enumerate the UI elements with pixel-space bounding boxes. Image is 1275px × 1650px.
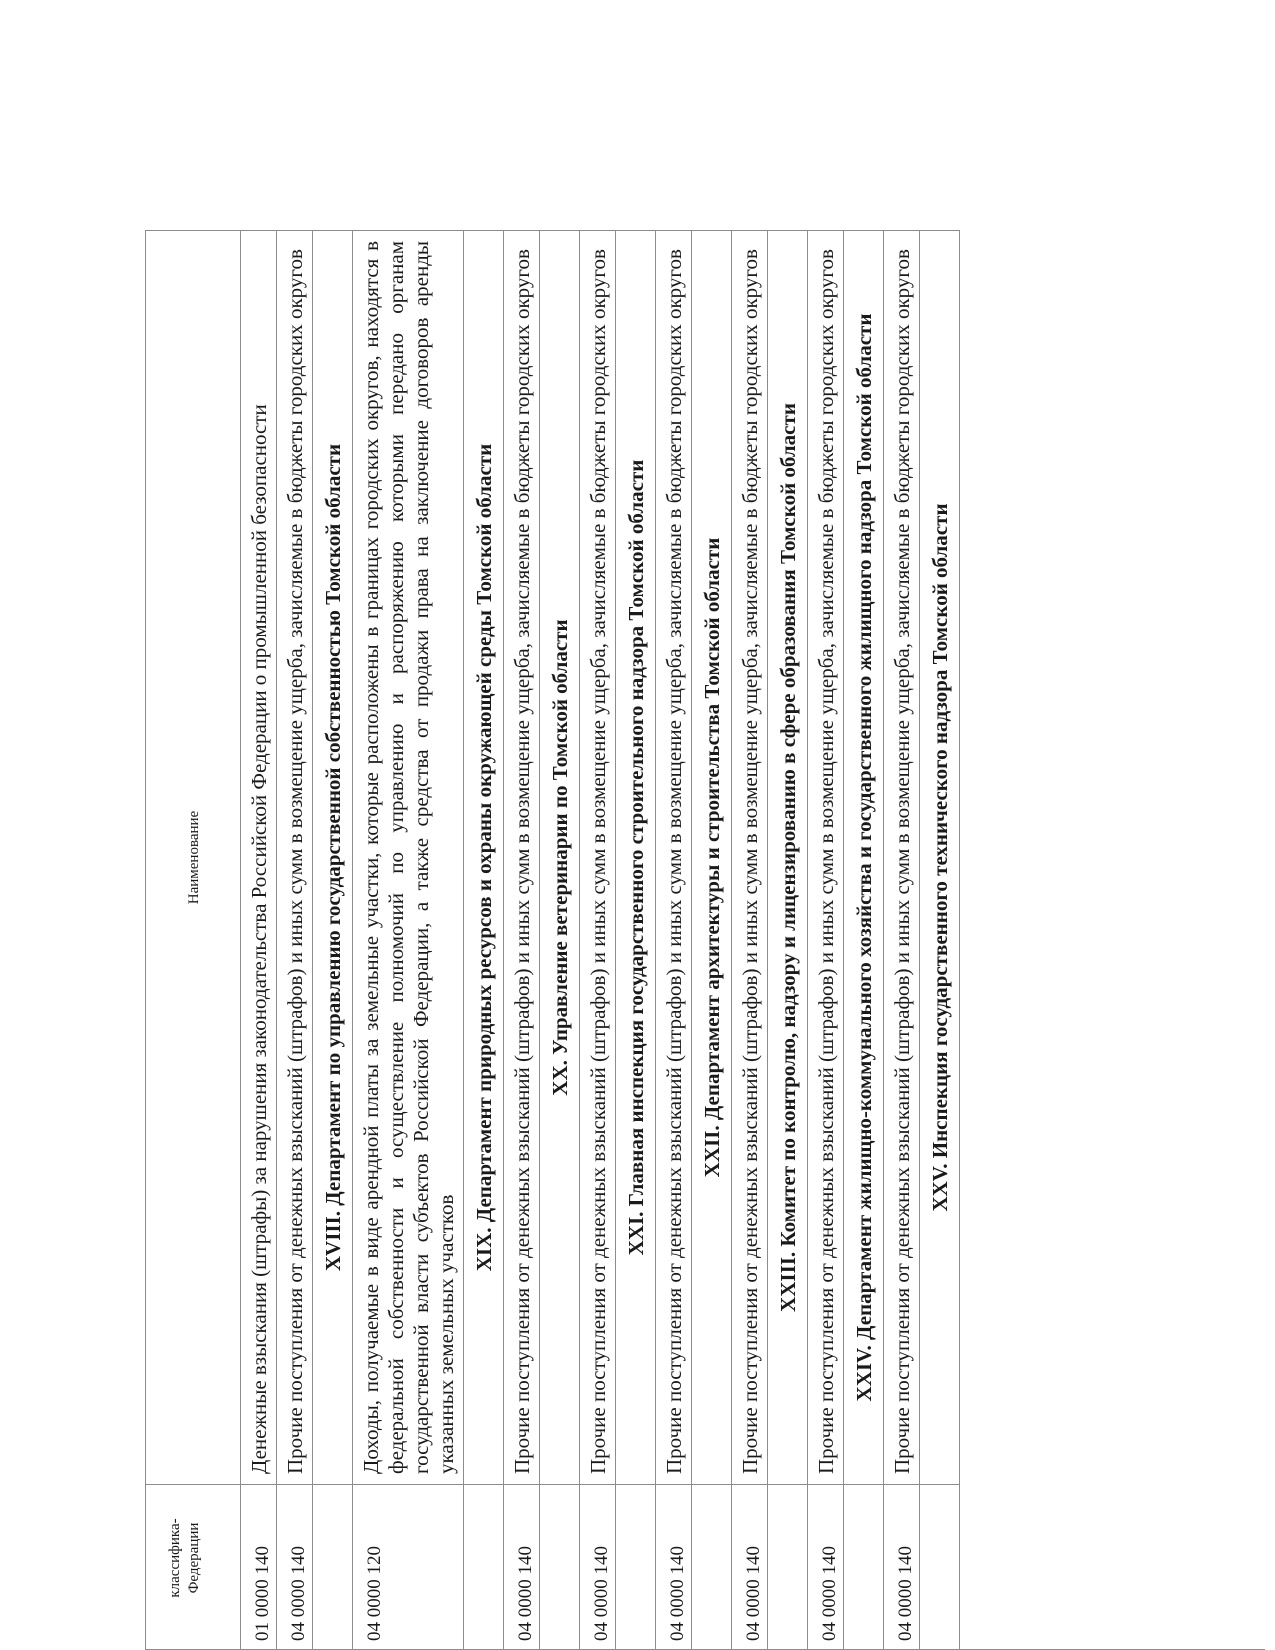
revenue-name: Прочие поступления от денежных взысканий (штрафов) и иных сумм в возмещение ущерба, зачисляемые в бюджеты городских округов [884, 230, 919, 1484]
header-code-column: классифика- Федерации [146, 1484, 240, 1649]
classification-code [313, 1484, 352, 1649]
section-heading-row [540, 230, 580, 1649]
classification-code: 04 0000 140 [732, 1484, 767, 1649]
classification-code [844, 1484, 883, 1649]
classification-code: 01 0000 140 [241, 1484, 276, 1649]
section-title: XXV. Инспекция государственного технического надзора Томской области [920, 230, 959, 1484]
revenue-name: Доходы, получаемые в виде арендной платы за земельные участки, которые расположены в границах городских округов, находятся в федеральной собственности и осуществление полномочий по управлению и распоряжению которыми передано органам государственной власти субъектов Российской Федерации, а также средства от продажи права на заключение договоров аренды указанных земельных участков [353, 230, 463, 1484]
revenue-name: Прочие поступления от денежных взысканий (штрафов) и иных сумм в возмещение ущерба, зачисляемые в бюджеты городских округов [656, 230, 691, 1484]
table-row [884, 230, 920, 1649]
table-header-row [146, 230, 241, 1649]
revenue-name: Денежные взыскания (штрафы) за нарушения законодательства Российской Федерации о промышленной безопасности [241, 230, 276, 1484]
classification-code: 04 0000 120 [353, 1484, 463, 1649]
table-body [241, 230, 960, 1649]
section-heading-row [920, 230, 960, 1649]
section-heading-row [692, 230, 732, 1649]
table-row [277, 230, 313, 1649]
classification-code [692, 1484, 731, 1649]
section-title: XX. Управление ветеринарии по Томской области [540, 230, 579, 1484]
classification-code: 04 0000 140 [504, 1484, 539, 1649]
classification-code: 04 0000 140 [656, 1484, 691, 1649]
table-row [656, 230, 692, 1649]
revenue-name: Прочие поступления от денежных взысканий (штрафов) и иных сумм в возмещение ущерба, зачисляемые в бюджеты городских округов [580, 230, 615, 1484]
classification-code: 04 0000 140 [277, 1484, 312, 1649]
section-title: XXIII. Комитет по контролю, надзору и лицензированию в сфере образования Томской области [768, 230, 807, 1484]
revenue-classification-table [145, 230, 1265, 1650]
section-title: XIX. Департамент природных ресурсов и охраны окружающей среды Томской области [464, 230, 503, 1484]
revenue-name: Прочие поступления от денежных взысканий (штрафов) и иных сумм в возмещение ущерба, зачисляемые в бюджеты городских округов [504, 230, 539, 1484]
section-heading-row [768, 230, 808, 1649]
classification-code [768, 1484, 807, 1649]
classification-code: 04 0000 140 [580, 1484, 615, 1649]
section-title: XXIV. Департамент жилищно-коммунального хозяйства и государственного жилищного надзора Томской области [844, 230, 883, 1484]
revenue-name: Прочие поступления от денежных взысканий (штрафов) и иных сумм в возмещение ущерба, зачисляемые в бюджеты городских округов [277, 230, 312, 1484]
classification-code: 04 0000 140 [884, 1484, 919, 1649]
classification-code [464, 1484, 503, 1649]
section-heading-row [464, 230, 504, 1649]
section-heading-row [844, 230, 884, 1649]
revenue-name: Прочие поступления от денежных взысканий (штрафов) и иных сумм в возмещение ущерба, зачисляемые в бюджеты городских округов [732, 230, 767, 1484]
table-row [504, 230, 540, 1649]
section-heading-row [616, 230, 656, 1649]
table-row [353, 230, 464, 1649]
classification-code [616, 1484, 655, 1649]
section-heading-row [313, 230, 353, 1649]
section-title: XXII. Департамент архитектуры и строительства Томской области [692, 230, 731, 1484]
classification-code [540, 1484, 579, 1649]
table-row [732, 230, 768, 1649]
classification-code [920, 1484, 959, 1649]
revenue-name: Прочие поступления от денежных взысканий (штрафов) и иных сумм в возмещение ущерба, зачисляемые в бюджеты городских округов [808, 230, 843, 1484]
table-row [808, 230, 844, 1649]
classification-code: 04 0000 140 [808, 1484, 843, 1649]
header-name-column: Наименование [146, 230, 240, 1484]
section-title: XVIII. Департамент по управлению государственной собственностью Томской области [313, 230, 352, 1484]
section-title: XXI. Главная инспекция государственного строительного надзора Томской области [616, 230, 655, 1484]
table-row [580, 230, 616, 1649]
table-row [241, 230, 277, 1649]
